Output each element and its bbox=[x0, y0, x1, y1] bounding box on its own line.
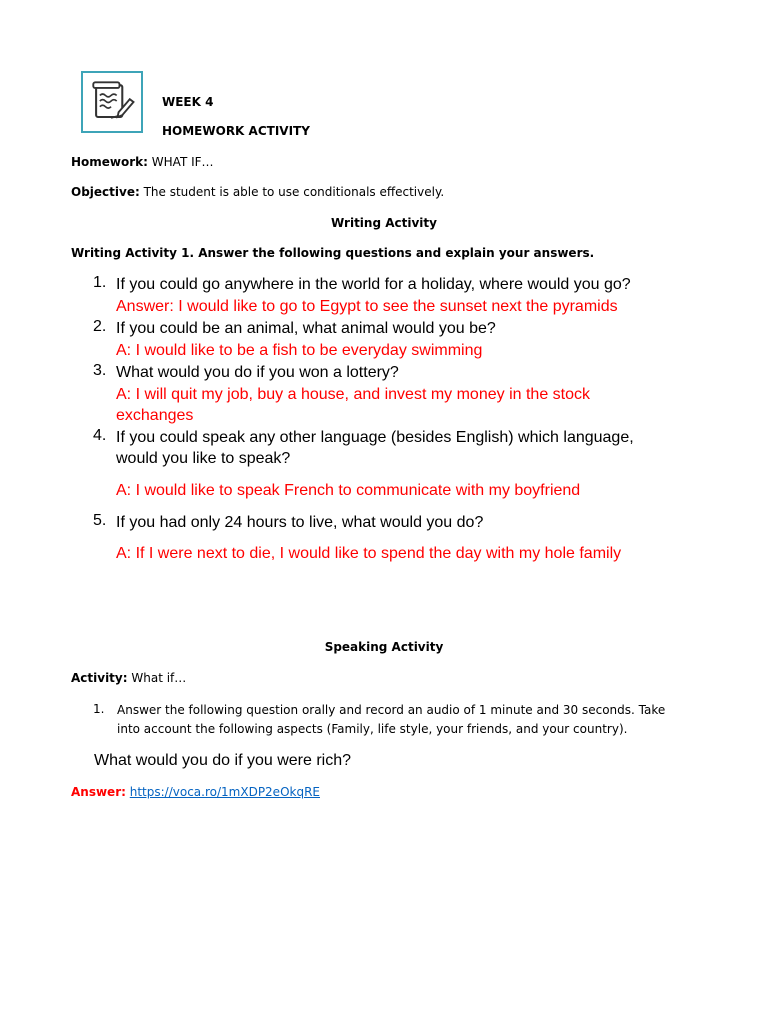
answer-text: A: I would like to speak French to communicate with my boyfriend bbox=[116, 482, 581, 499]
homework-label: Homework: bbox=[71, 155, 148, 169]
question-number: 1. bbox=[93, 274, 107, 291]
question-number: 2. bbox=[93, 318, 107, 335]
writing-instruction: Writing Activity 1. Answer the following questions and explain your answers. bbox=[71, 246, 595, 260]
answer-label: Answer: bbox=[71, 785, 126, 799]
activity-value: What if… bbox=[131, 671, 187, 685]
speaking-item-number: 1. bbox=[93, 702, 105, 716]
homework-value: WHAT IF… bbox=[151, 155, 214, 169]
question-text: If you could go anywhere in the world for a holiday, where would you go? bbox=[116, 276, 631, 293]
homework-activity-title: HOMEWORK ACTIVITY bbox=[162, 124, 310, 138]
objective-label: Objective: bbox=[71, 185, 140, 199]
activity-label: Activity: bbox=[71, 671, 128, 685]
objective-value: The student is able to use conditionals effectively. bbox=[143, 185, 445, 199]
question-text: If you had only 24 hours to live, what would you do? bbox=[116, 514, 484, 531]
question-text: If you could be an animal, what animal would you be? bbox=[116, 320, 496, 337]
answer-text: Answer: I would like to go to Egypt to see the sunset next the pyramids bbox=[116, 298, 618, 315]
document-pen-icon bbox=[81, 71, 143, 133]
objective-line bbox=[71, 184, 444, 200]
homework-line bbox=[71, 154, 214, 170]
writing-heading: Writing Activity bbox=[331, 216, 437, 230]
speaking-instruction: Answer the following question orally and record an audio of 1 minute and 30 seconds. Take into account the following aspects (Family, life style, your friends, and your country). bbox=[117, 703, 666, 736]
question-text: If you could speak any other language (besides English) which language, would you like to speak? bbox=[116, 429, 634, 467]
speaking-question: What would you do if you were rich? bbox=[94, 752, 352, 769]
answer-text: A: I will quit my job, buy a house, and invest my money in the stock exchanges bbox=[116, 386, 590, 424]
question-number: 4. bbox=[93, 427, 107, 444]
speaking-heading: Speaking Activity bbox=[324, 640, 444, 654]
speaking-answer-line bbox=[71, 784, 320, 800]
question-number: 5. bbox=[93, 512, 107, 529]
answer-text: A: If I were next to die, I would like to spend the day with my hole family bbox=[116, 545, 622, 562]
week-label: WEEK 4 bbox=[162, 95, 214, 109]
answer-text: A: I would like to be a fish to be everyday swimming bbox=[116, 342, 483, 359]
activity-line bbox=[71, 670, 186, 686]
audio-link[interactable]: https://voca.ro/1mXDP2eOkqRE bbox=[129, 785, 320, 799]
question-number: 3. bbox=[93, 362, 107, 379]
question-text: What would you do if you won a lottery? bbox=[116, 364, 399, 381]
